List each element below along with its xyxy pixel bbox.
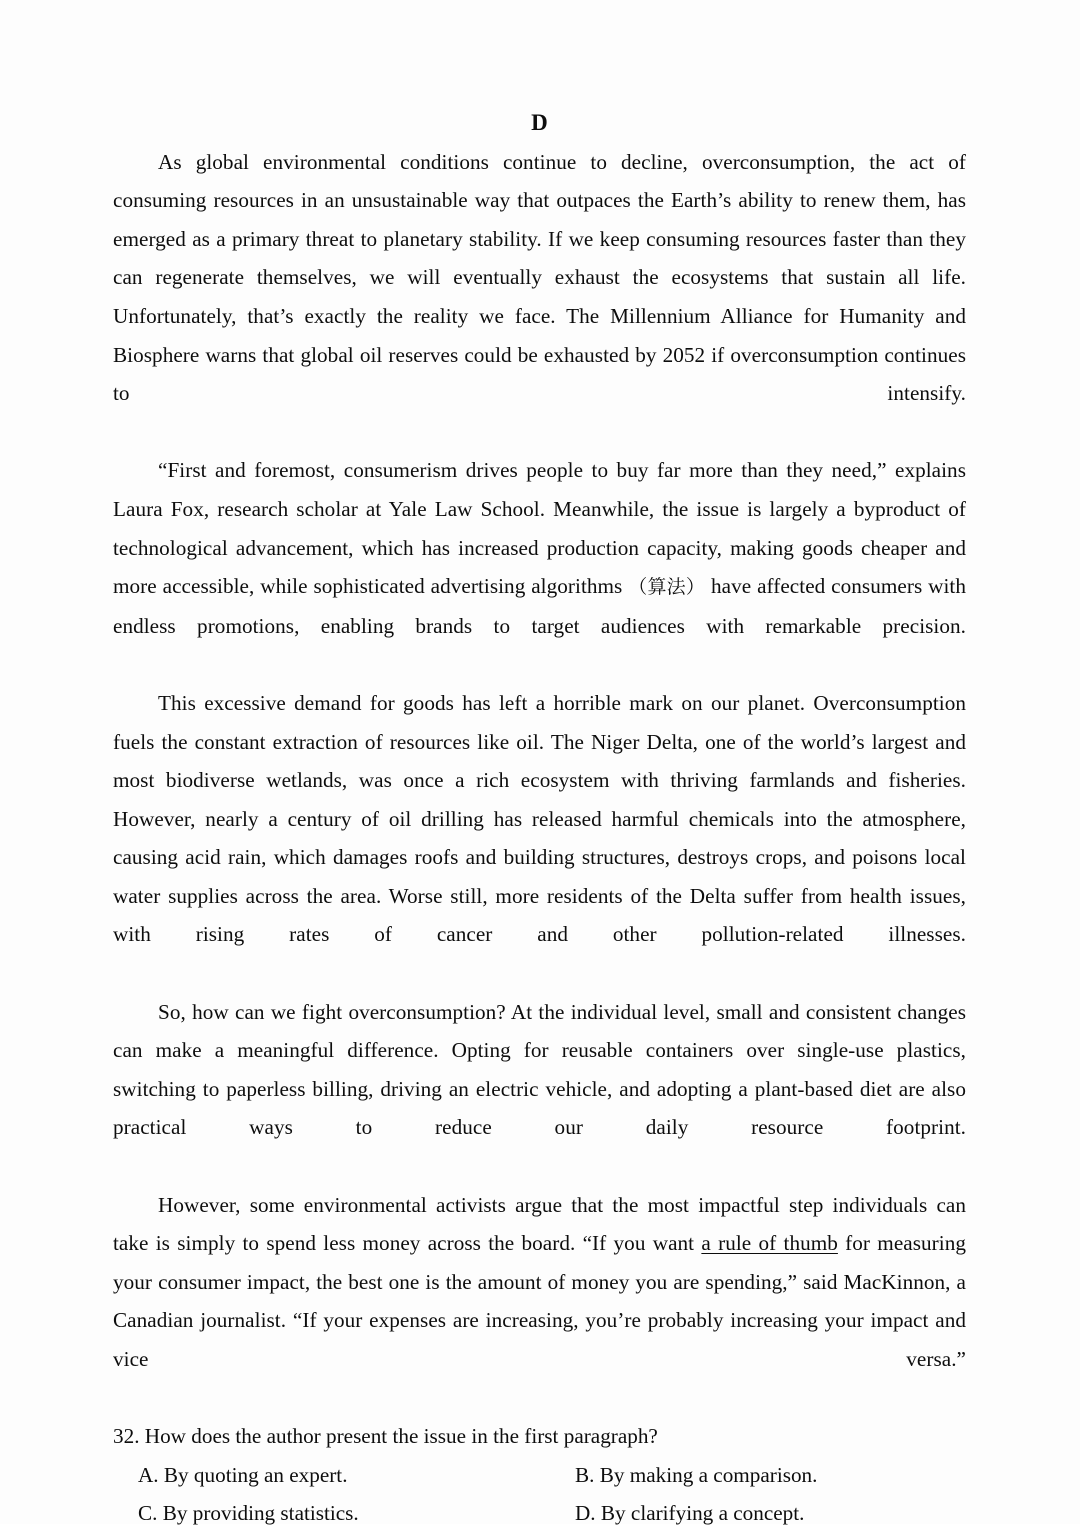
section-letter-heading: D xyxy=(531,110,548,135)
option-b[interactable]: B. By making a comparison. xyxy=(575,1462,818,1487)
paragraph-2-text-before-gloss: “First and foremost, consumerism drives people to buy far more than they need,” explains Laura Fox, research scholar at Yale Law School. Meanwhile, the issue is largely a byproduct of technological advancement, which has increased production capacity, making goods cheaper and more accessible, while sophisticated advertising algorithms xyxy=(113,458,966,599)
question-32-stem: 32. How does the author present the issue in the first paragraph? xyxy=(113,1424,658,1449)
chinese-gloss-algorithm: （算法） xyxy=(628,576,706,599)
paragraph-3: This excessive demand for goods has left a horrible mark on our planet. Overconsumption fuels the constant extraction of resources like oil. The Niger Delta, one of the world’s largest and most biodiverse wetlands, was once a rich ecosystem with thriving farmlands and fisheries. However, nearly a century of oil drilling has released harmful chemicals into the atmosphere, causing acid rain, which damages roofs and building structures, destroys crops, and poisons local water supplies across the area. Worse still, more residents of the Delta suffer from health issues, with rising rates of cancer and other pollution-related illnesses. xyxy=(113,690,966,947)
underlined-phrase-rule-of-thumb: a rule of thumb xyxy=(701,1231,838,1256)
option-a[interactable]: A. By quoting an expert. xyxy=(138,1462,348,1487)
paragraph-5-text-before-underline: However, some environmental activists argue that the most impactful step individuals can take is simply to spend less money across the board. “If you want xyxy=(113,1192,966,1256)
paragraph-5-text-after-underline: for measuring your consumer impact, the best one is the amount of money you are spending,” said MacKinnon, a Canadian journalist. “If your expenses are increasing, you’re probably increasing your impact and vice versa.” xyxy=(113,1231,966,1371)
paragraph-2-text-after-gloss: have affected consumers with endless promotions, enabling brands to target audiences with remarkable precision. xyxy=(113,574,967,638)
question-32-options xyxy=(113,1456,966,1533)
option-d[interactable]: D. By clarifying a concept. xyxy=(575,1501,805,1526)
paragraph-5 xyxy=(113,1186,966,1418)
document-content xyxy=(113,104,966,1533)
option-row-cd xyxy=(113,1494,966,1533)
option-row-ab xyxy=(113,1456,966,1495)
paragraph-4: So, how can we fight overconsumption? At the individual level, small and consistent changes can make a meaningful difference. Opting for reusable containers over single-use plastics, switching to paperless billing, driving an electric vehicle, and adopting a plant-based diet are also practical ways to reduce our daily resource footprint. xyxy=(113,999,966,1140)
option-c[interactable]: C. By providing statistics. xyxy=(138,1501,359,1526)
paragraph-2 xyxy=(113,451,966,684)
paragraph-1: As global environmental conditions continue to decline, overconsumption, the act of consuming resources in an unsustainable way that outpaces the Earth’s ability to renew them, has emerged as a primary threat to planetary stability. If we keep consuming resources faster than they can regenerate themselves, we will eventually exhaust the ecosystems that sustain all life. Unfortunately, that’s exactly the reality we face. The Millennium Alliance for Humanity and Biosphere warns that global oil reserves could be exhausted by 2052 if overconsumption continues to intensify. xyxy=(113,149,966,406)
